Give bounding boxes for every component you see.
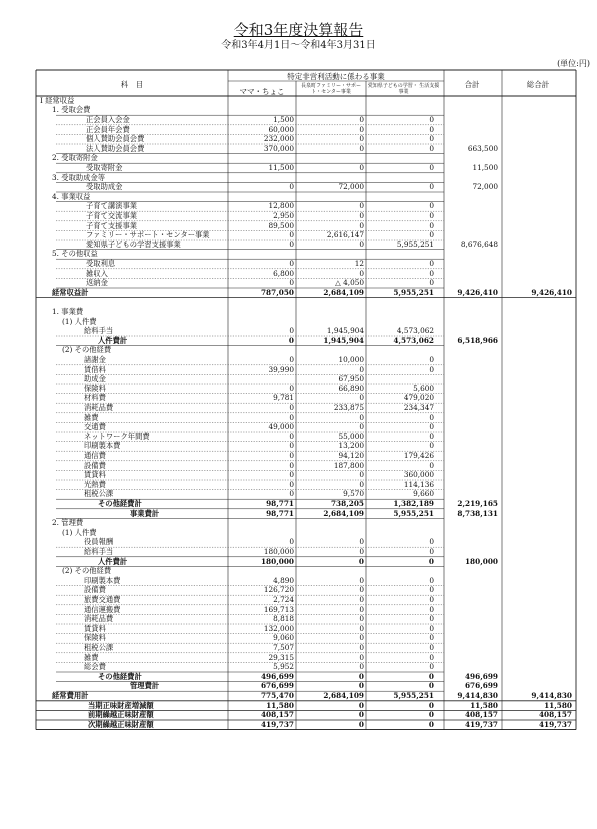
row-label: 2. 受取寄附金 [52, 153, 98, 163]
row-value: 0 [359, 134, 364, 144]
row-value: 0 [359, 643, 364, 652]
row-value: 11,580 [266, 700, 294, 710]
row-label: 保険料 [84, 383, 106, 393]
row-value: 2,616,147 [326, 230, 364, 240]
row-value: 0 [359, 479, 364, 489]
row-value: 0 [428, 700, 434, 710]
row-value: 360,000 [403, 470, 434, 480]
row-value: 187,800 [333, 460, 364, 470]
row-value: 0 [289, 537, 294, 547]
row-value: 0 [429, 143, 434, 153]
row-value: 0 [359, 211, 364, 220]
row-value: 66,890 [338, 383, 364, 393]
header-total: 合計 [464, 80, 480, 89]
row-value: 0 [359, 393, 364, 403]
header-learning-support: 愛知県子どもの学習・ 生活支援事業 [367, 83, 440, 95]
row-label: 給料手当 [84, 547, 114, 556]
row-label: (2) その他経費 [62, 566, 112, 576]
row-value: 0 [429, 163, 434, 172]
row-value: 0 [429, 623, 434, 633]
row-value: 233,875 [333, 403, 364, 412]
row-label: Ⅰ 経常収益 [40, 95, 75, 105]
row-value: 12 [354, 259, 364, 268]
row-value: 98,771 [266, 499, 294, 508]
row-label: (1) 人件費 [62, 316, 97, 326]
row-value: 94,120 [338, 451, 364, 460]
row-label: 4. 事業収益 [52, 191, 91, 201]
row-value: 2,684,109 [323, 508, 364, 518]
row-label: 給料手当 [84, 326, 114, 336]
row-value: 2,219,165 [457, 499, 498, 508]
row-label: 個人賛助会員会費 [86, 134, 145, 144]
header-mama: ママ・ちょこ [239, 87, 285, 96]
row-value: 0 [429, 614, 434, 624]
row-value: 0 [428, 681, 434, 691]
row-value: 0 [429, 211, 434, 220]
row-label: 設備費 [84, 460, 106, 470]
header-group: 特定非営利活動に係わる事業 [287, 72, 385, 81]
row-value: 419,737 [260, 719, 294, 729]
row-label: 5. その他収益 [52, 249, 98, 259]
row-value: 0 [289, 431, 294, 441]
row-label: 当期正味財産増減額 [88, 700, 154, 710]
row-value: 0 [359, 547, 364, 556]
row-value: 0 [359, 163, 364, 172]
row-label: 印刷製本費 [84, 575, 121, 585]
row-label: 設備費 [84, 585, 106, 595]
row-value: 0 [358, 681, 364, 691]
row-label: ネットワーク年間費 [84, 431, 150, 441]
row-value: 0 [359, 422, 364, 432]
row-label: その他経費計 [98, 499, 142, 508]
row-value: 1,500 [273, 115, 294, 124]
row-value: 0 [288, 335, 294, 345]
row-value: 11,500 [472, 163, 498, 172]
row-value: 67,950 [338, 374, 364, 384]
row-value: 0 [289, 355, 294, 364]
row-value: 0 [359, 537, 364, 547]
row-label: 材料費 [84, 393, 106, 403]
row-value: 0 [429, 278, 434, 288]
row-label: 返納金 [86, 278, 108, 288]
row-label: 1. 受取会費 [52, 105, 91, 115]
row-value: 8,818 [273, 614, 294, 624]
row-label: 次期繰越正味財産額 [88, 719, 154, 729]
row-value: 0 [429, 115, 434, 124]
row-value: 132,000 [263, 623, 294, 633]
row-value: 663,500 [467, 143, 498, 153]
row-value: 0 [358, 700, 364, 710]
row-label: 租税公課 [84, 643, 114, 652]
row-value: 0 [359, 412, 364, 422]
row-value: 29,315 [268, 652, 294, 662]
row-label: 正会員年会費 [86, 124, 130, 134]
row-value: 11,580 [544, 700, 572, 710]
row-value: 0 [359, 623, 364, 633]
row-label: 受取寄附金 [86, 163, 123, 172]
row-value: 0 [429, 633, 434, 643]
row-value: 2,724 [273, 595, 294, 604]
row-value: 0 [359, 575, 364, 585]
row-label: 人件費計 [98, 556, 128, 566]
row-value: 5,955,251 [393, 508, 434, 518]
row-value: 0 [429, 547, 434, 556]
row-value: 775,470 [260, 691, 294, 700]
row-value: 11,580 [470, 700, 498, 710]
row-value: 114,136 [403, 479, 434, 489]
row-value: 0 [429, 441, 434, 451]
row-value: 72,000 [338, 182, 364, 192]
row-label: (1) 人件費 [62, 527, 97, 537]
row-label: 雑費 [84, 412, 99, 422]
row-value: 0 [358, 671, 364, 681]
header-grand-total: 総合計 [526, 80, 550, 89]
row-value: 180,000 [464, 556, 498, 566]
row-value: 180,000 [263, 547, 294, 556]
row-label: 消耗品費 [84, 403, 114, 412]
row-value: 9,781 [273, 393, 294, 403]
row-label: 賃貸料 [84, 470, 106, 480]
row-value: 0 [429, 220, 434, 230]
row-label: 子育て支援事業 [86, 220, 138, 230]
row-value: 0 [358, 556, 364, 566]
row-value: 98,771 [266, 508, 294, 518]
row-value: 0 [359, 201, 364, 211]
row-value: 0 [359, 652, 364, 662]
row-value: 0 [289, 230, 294, 240]
row-label: 事業費計 [130, 508, 160, 518]
row-value: 0 [428, 710, 434, 720]
row-label: 印刷製本費 [84, 441, 121, 451]
row-label: 人件費計 [98, 335, 128, 345]
row-value: 0 [429, 662, 434, 672]
unit-label: (単位:円) [557, 59, 590, 68]
row-value: △ 4,050 [335, 278, 364, 288]
row-label: 諸謝金 [84, 355, 106, 364]
row-value: 408,157 [538, 710, 572, 720]
row-value: 2,684,109 [323, 287, 364, 297]
row-value: 0 [359, 124, 364, 134]
row-value: 0 [429, 412, 434, 422]
row-value: 0 [429, 124, 434, 134]
row-label: 総会費 [84, 662, 106, 672]
row-value: 408,157 [260, 710, 294, 720]
row-label: 1. 事業費 [52, 307, 84, 316]
row-value: 0 [429, 230, 434, 240]
row-value: 4,573,062 [396, 326, 434, 336]
row-value: 89,500 [268, 220, 294, 230]
row-value: 0 [429, 460, 434, 470]
row-value: 0 [359, 604, 364, 614]
row-label: 愛知県子どもの学習支援事業 [86, 239, 181, 249]
row-value: 0 [429, 585, 434, 595]
row-value: 9,660 [413, 489, 434, 499]
row-value: 676,699 [260, 681, 294, 691]
row-value: 5,955,251 [393, 691, 434, 700]
row-value: 0 [289, 412, 294, 422]
row-label: (2) その他経費 [62, 345, 112, 355]
row-value: 0 [358, 719, 364, 729]
row-value: 0 [429, 643, 434, 652]
row-value: 5,955,251 [396, 239, 434, 249]
row-value: 60,000 [268, 124, 294, 134]
row-value: 0 [428, 719, 434, 729]
row-value: 0 [429, 268, 434, 278]
row-label: 光熱費 [84, 479, 106, 489]
row-label: 正会員入会金 [86, 115, 130, 124]
row-value: 0 [289, 451, 294, 460]
row-value: 0 [429, 201, 434, 211]
header-family-support: 長泉町ファミリー・サポー ト・センター事業 [301, 83, 361, 95]
row-value: 0 [429, 422, 434, 432]
row-value: 8,738,131 [457, 508, 498, 518]
row-label: 雑収入 [86, 268, 108, 278]
row-value: 479,020 [403, 393, 434, 403]
row-value: 0 [289, 489, 294, 499]
row-value: 0 [359, 115, 364, 124]
row-value: 0 [289, 326, 294, 336]
row-value: 370,000 [263, 143, 294, 153]
row-label: 2. 管理費 [52, 518, 84, 528]
row-value: 738,205 [330, 499, 364, 508]
row-value: 0 [289, 441, 294, 451]
row-label: 通信運搬費 [84, 604, 121, 614]
row-value: 6,800 [273, 268, 294, 278]
row-value: 1,945,904 [326, 326, 364, 336]
row-value: 169,713 [263, 604, 294, 614]
row-label: 交通費 [84, 422, 106, 432]
row-value: 0 [289, 470, 294, 480]
row-value: 1,382,189 [393, 499, 434, 508]
row-value: 0 [429, 537, 434, 547]
row-label: その他経費計 [98, 671, 142, 681]
row-value: 0 [429, 431, 434, 441]
row-value: 0 [428, 671, 434, 681]
row-label: 雑費 [84, 652, 99, 662]
row-label: 助成金 [84, 374, 106, 384]
row-value: 0 [429, 182, 434, 192]
row-value: 126,720 [263, 585, 294, 595]
row-label: 経常費用計 [52, 691, 89, 700]
row-label: 法人賛助会員会費 [86, 143, 145, 153]
row-label: 賃貸料 [84, 623, 106, 633]
row-value: 9,570 [343, 489, 364, 499]
row-value: 9,414,830 [531, 691, 572, 700]
row-value: 8,676,648 [460, 239, 498, 249]
row-value: 0 [359, 585, 364, 595]
row-value: 2,684,109 [323, 691, 364, 700]
row-value: 0 [289, 403, 294, 412]
row-value: 232,000 [263, 134, 294, 144]
row-value: 0 [289, 278, 294, 288]
row-label: 経常収益計 [52, 287, 89, 297]
row-value: 419,737 [464, 719, 498, 729]
row-value: 234,347 [403, 403, 434, 412]
row-value: 496,699 [464, 671, 498, 681]
row-label: 受取助成金 [86, 182, 123, 192]
report-period: 令和3年4月1日～令和4年3月31日 [221, 40, 376, 51]
row-value: 0 [429, 575, 434, 585]
row-value: 419,737 [538, 719, 572, 729]
row-value: 0 [289, 479, 294, 489]
row-value: 0 [359, 268, 364, 278]
row-value: 180,000 [260, 556, 294, 566]
row-value: 0 [359, 220, 364, 230]
row-value: 9,060 [273, 633, 294, 643]
row-value: 7,507 [273, 643, 294, 652]
row-value: 0 [289, 383, 294, 393]
row-value: 787,050 [260, 287, 294, 297]
row-label: 旅費交通費 [84, 595, 121, 604]
row-label: 管理費計 [130, 681, 160, 691]
row-value: 179,426 [403, 451, 434, 460]
row-value: 39,990 [268, 364, 294, 374]
row-value: 10,000 [338, 355, 364, 364]
row-value: 72,000 [472, 182, 498, 192]
row-value: 0 [289, 239, 294, 249]
row-value: 0 [359, 143, 364, 153]
row-value: 0 [359, 662, 364, 672]
row-value: 0 [359, 633, 364, 643]
row-value: 0 [289, 182, 294, 192]
row-value: 0 [429, 355, 434, 364]
row-value: 13,200 [338, 441, 364, 451]
row-label: 消耗品費 [84, 614, 114, 624]
row-value: 0 [289, 259, 294, 268]
row-label: ファミリー・サポート・センター事業 [86, 230, 210, 240]
row-label: 子育て交流事業 [86, 211, 138, 220]
row-label: 受取利息 [86, 259, 116, 268]
row-value: 9,426,410 [531, 287, 572, 297]
row-value: 55,000 [338, 431, 364, 441]
row-value: 0 [359, 239, 364, 249]
row-value: 9,426,410 [457, 287, 498, 297]
row-label: 3. 受取助成金等 [52, 172, 106, 182]
row-value: 5,952 [273, 662, 294, 672]
row-label: 租税公課 [84, 489, 114, 499]
row-value: 6,518,966 [457, 335, 498, 345]
row-value: 4,573,062 [393, 335, 434, 345]
row-value: 408,157 [464, 710, 498, 720]
row-value: 496,699 [260, 671, 294, 681]
row-value: 49,000 [268, 422, 294, 432]
row-label: 保険料 [84, 633, 106, 643]
header-item: 科 目 [120, 80, 144, 89]
row-label: 子育て講演事業 [86, 201, 138, 211]
row-value: 0 [289, 460, 294, 470]
row-value: 1,945,904 [323, 335, 364, 345]
report-title: 令和3年度決算報告 [233, 21, 364, 39]
row-value: 0 [429, 364, 434, 374]
row-value: 5,600 [413, 383, 434, 393]
row-value: 0 [429, 259, 434, 268]
row-value: 0 [359, 614, 364, 624]
row-value: 4,890 [273, 575, 294, 585]
row-label: 前期繰越正味財産額 [88, 710, 154, 720]
row-value: 0 [429, 134, 434, 144]
row-value: 0 [359, 470, 364, 480]
row-value: 676,699 [464, 681, 498, 691]
row-value: 12,800 [268, 201, 294, 211]
row-label: 通信費 [84, 451, 106, 460]
row-value: 0 [359, 364, 364, 374]
row-value: 0 [429, 652, 434, 662]
row-value: 0 [359, 595, 364, 604]
row-value: 0 [429, 604, 434, 614]
row-value: 11,500 [268, 163, 294, 172]
row-value: 0 [358, 710, 364, 720]
row-value: 0 [428, 556, 434, 566]
row-label: 役員報酬 [84, 537, 114, 547]
row-value: 9,414,830 [457, 691, 498, 700]
row-value: 2,950 [273, 211, 294, 220]
row-value: 5,955,251 [393, 287, 434, 297]
row-label: 賃借料 [84, 364, 106, 374]
row-value: 0 [429, 595, 434, 604]
